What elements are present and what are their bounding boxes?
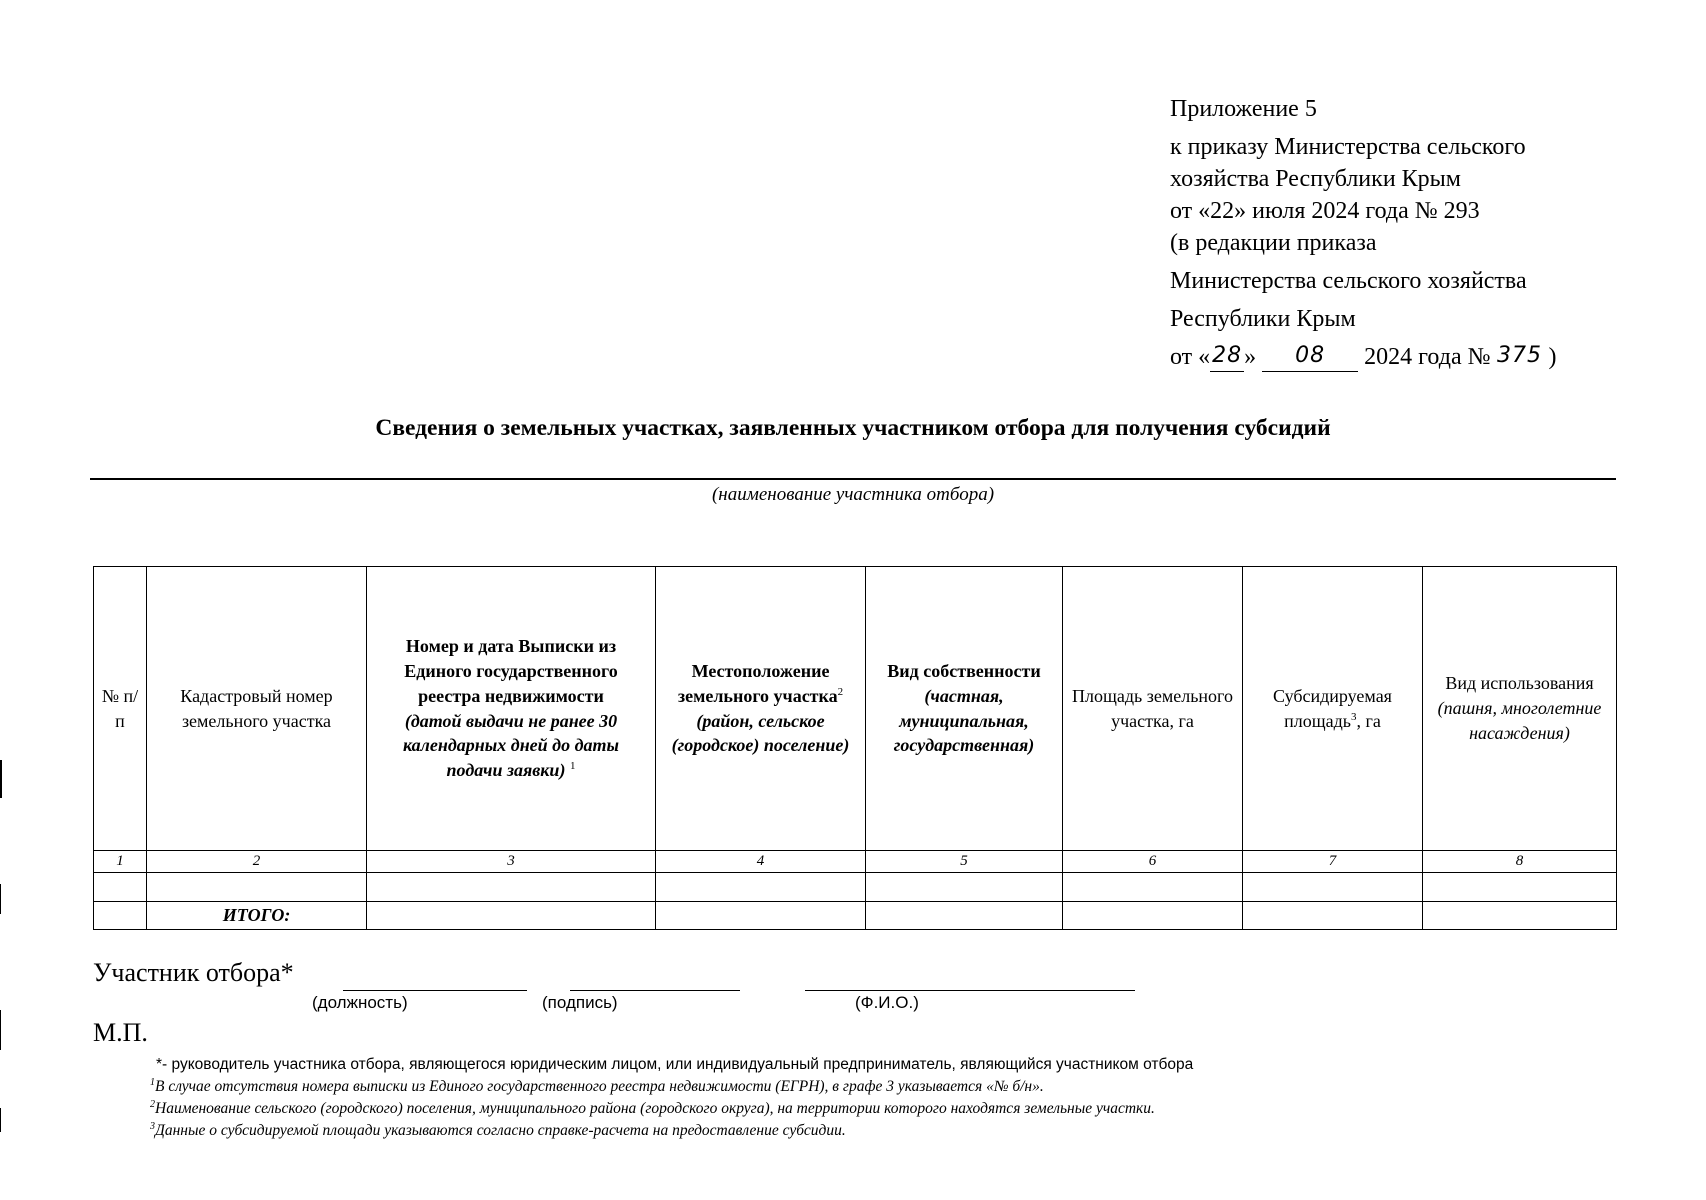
table-cell[interactable] <box>94 873 147 902</box>
amend-prefix: от « <box>1170 344 1211 370</box>
footnote-2-mark: 2 <box>150 1098 155 1110</box>
header-location <box>656 567 866 851</box>
total-row <box>94 902 1617 930</box>
scan-edge-mark <box>0 760 2 798</box>
footnote-3-mark: 3 <box>150 1120 155 1132</box>
column-number: 3 <box>367 851 656 873</box>
land-plots-table <box>93 566 1617 930</box>
header-ownership-note: (частная, муниципальная, государственная) <box>893 685 1035 756</box>
table-cell[interactable] <box>1423 902 1617 930</box>
table-cell[interactable] <box>1063 902 1243 930</box>
header-location-footnote-mark: 2 <box>837 685 844 698</box>
footnote-1 <box>150 1078 1044 1096</box>
appendix-revision-ministry: Министерства сельского хозяйства <box>1170 268 1527 294</box>
table-cell[interactable] <box>866 902 1063 930</box>
column-number: 5 <box>866 851 1063 873</box>
total-label: ИТОГО: <box>147 902 367 930</box>
amend-day-handwritten: 28 <box>1212 343 1243 368</box>
stamp-place: М.П. <box>93 1018 148 1047</box>
column-number: 2 <box>147 851 367 873</box>
amend-mid: » <box>1244 344 1257 370</box>
appendix-order-line: к приказу Министерства сельского <box>1170 134 1526 160</box>
appendix-amendment-date <box>1170 344 1557 372</box>
header-location-note: (район, сельское (городское) поселение) <box>671 710 850 756</box>
amend-month-field <box>1262 344 1358 372</box>
header-subsidized-area-title: Субсидируемая площадь <box>1273 685 1392 731</box>
column-number: 4 <box>656 851 866 873</box>
amend-suffix: ) <box>1548 344 1557 370</box>
footnote-star: *- руководитель участника отбора, являющегося юридическим лицом, или индивидуальный предприниматель, являющийся участником отбора <box>156 1056 1194 1073</box>
full-name-line[interactable] <box>805 990 1135 991</box>
table-cell[interactable] <box>367 902 656 930</box>
table-cell[interactable] <box>1423 873 1617 902</box>
footnote-2 <box>150 1100 1155 1118</box>
position-caption: (должность) <box>312 993 408 1012</box>
table-cell[interactable] <box>866 873 1063 902</box>
table-cell[interactable] <box>656 902 866 930</box>
header-ownership-title: Вид собственности <box>887 660 1041 681</box>
amend-day-field <box>1210 344 1244 372</box>
header-subsidized-footnote-mark: 3 <box>1350 710 1357 723</box>
amend-number-handwritten: 375 <box>1497 343 1542 368</box>
header-row-number: № п/п <box>94 567 147 851</box>
column-number: 6 <box>1063 851 1243 873</box>
amend-number-field <box>1491 344 1549 372</box>
signature-line[interactable] <box>570 990 740 991</box>
column-numbers-row <box>94 851 1617 873</box>
table-cell[interactable] <box>147 873 367 902</box>
table-cell[interactable] <box>1243 902 1423 930</box>
header-subsidized-area-unit: , га <box>1356 710 1381 731</box>
footnote-1-text: В случае отсутствия номера выписки из Единого государственного реестра недвижимости (ЕГРН), в графе 3 указывается «№ б/н». <box>155 1078 1044 1095</box>
header-egrn-extract-note: (датой выдачи не ранее 30 календарных дней до даты подачи заявки) <box>402 710 620 781</box>
header-egrn-extract-title: Номер и дата Выписки из Единого государственного реестра недвижимости <box>404 636 618 706</box>
footnote-2-text: Наименование сельского (городского) поселения, муниципального района (городского округа), на территории которого находятся земельные участки. <box>155 1100 1155 1117</box>
appendix-revision-line: (в редакции приказа <box>1170 230 1377 256</box>
document-title: Сведения о земельных участках, заявленных участником отбора для получения субсидий <box>375 415 1331 441</box>
footnote-3-text: Данные о субсидируемой площади указываются согласно справке-расчета на предоставление субсидии. <box>155 1122 846 1139</box>
appendix-number: Приложение 5 <box>1170 96 1317 122</box>
amend-month-handwritten: 08 <box>1295 343 1326 368</box>
full-name-caption: (Ф.И.О.) <box>855 993 919 1012</box>
table-cell[interactable] <box>1243 873 1423 902</box>
header-usage-type <box>1423 567 1617 851</box>
column-number: 1 <box>94 851 147 873</box>
header-subsidized-area <box>1243 567 1423 851</box>
table-cell <box>94 902 147 930</box>
table-cell[interactable] <box>367 873 656 902</box>
position-line[interactable] <box>343 990 527 991</box>
appendix-order-date: от «22» июля 2024 года № 293 <box>1170 198 1480 224</box>
header-plot-area: Площадь земельного участка, га <box>1063 567 1243 851</box>
table-header-row <box>94 567 1617 851</box>
header-egrn-extract <box>367 567 656 851</box>
participant-label: Участник отбора* <box>93 958 294 987</box>
scan-edge-mark <box>0 884 1 914</box>
appendix-ministry-line: хозяйства Республики Крым <box>1170 166 1461 192</box>
amend-year: 2024 года № <box>1364 344 1491 370</box>
header-usage-type-title: Вид использования <box>1445 673 1594 694</box>
scan-edge-mark <box>0 1108 1 1132</box>
footnote-3 <box>150 1122 846 1140</box>
appendix-revision-republic: Республики Крым <box>1170 306 1356 332</box>
table-cell[interactable] <box>656 873 866 902</box>
header-usage-type-note: (пашня, многолетние насаждения) <box>1437 698 1602 743</box>
participant-name-caption: (наименование участника отбора) <box>711 484 995 505</box>
table-cell[interactable] <box>1063 873 1243 902</box>
table-row <box>94 873 1617 902</box>
footnote-1-mark: 1 <box>150 1076 155 1088</box>
column-number: 8 <box>1423 851 1617 873</box>
participant-name-line <box>90 478 1616 480</box>
header-cadastral-number: Кадастровый номер земельного участка <box>147 567 367 851</box>
column-number: 7 <box>1243 851 1423 873</box>
signature-caption: (подпись) <box>542 993 618 1012</box>
header-location-title: Местоположение земельного участка <box>677 660 838 706</box>
scan-edge-mark <box>0 1010 1 1050</box>
header-ownership <box>866 567 1063 851</box>
header-egrn-footnote-mark: 1 <box>569 760 576 773</box>
